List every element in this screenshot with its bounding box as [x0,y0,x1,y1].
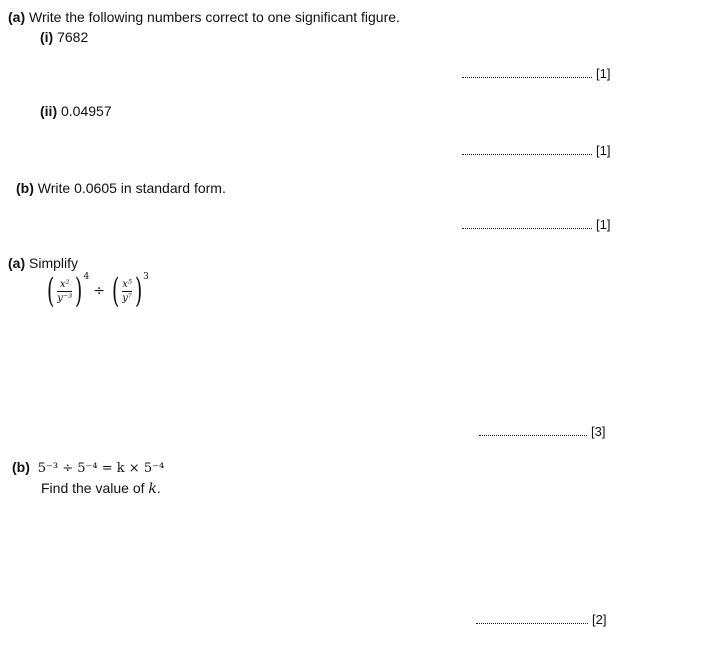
q1b-mark: [1] [596,217,611,232]
q1aii-prompt [40,103,112,119]
fraction-2-power: 3 [143,272,149,282]
answer-dots[interactable] [476,614,588,624]
q1aii-value: 0.04957 [61,103,112,119]
answer-dots[interactable] [462,145,592,155]
q2b-variable: k [148,481,157,497]
q2b-text-end: . [156,480,161,496]
answer-dots[interactable] [479,426,587,436]
q1a-label: (a) [8,9,26,25]
q2a-mark: [3] [591,424,606,439]
fraction-1-power: 4 [83,272,90,282]
fraction-2-numerator: x⁵ [122,278,132,290]
q2b-mark: [2] [592,612,607,627]
q1ai-mark: [1] [596,66,611,81]
q2b-label: (b) [12,459,30,475]
q2b-equation: 5⁻³ ÷ 5⁻⁴ = k × 5⁻⁴ [37,461,165,476]
q1ai-value: 7682 [57,29,89,45]
fraction-1-denominator: y⁻³ [57,292,73,304]
q1a-prompt [8,9,400,25]
fraction-2 [122,279,132,304]
q2b-answer-line[interactable] [476,612,606,627]
q2b-instruction [41,480,161,497]
q1b-label: (b) [16,180,34,196]
q2a-label: (a) [8,255,26,271]
q1aii-mark: [1] [596,143,611,158]
q1b-prompt [16,180,226,196]
q2b-text: Find the value of [41,480,149,496]
q1b-answer-line[interactable] [462,217,610,232]
q1ai-prompt [40,29,88,45]
q1b-text: Write 0.0605 in standard form. [37,180,226,196]
fraction-1 [57,279,72,304]
q1ai-answer-line[interactable] [462,66,610,81]
divide-sign: ÷ [93,283,105,299]
paren-open: ( [46,271,55,311]
q1a-text: Write the following numbers correct to one significant figure. [29,9,400,25]
q2a-expression [44,271,149,311]
answer-dots[interactable] [462,68,592,78]
q2a-text: Simplify [29,255,79,271]
fraction-1-numerator: x² [59,278,70,290]
q2a-prompt [8,255,78,271]
q2a-answer-line[interactable] [479,424,605,439]
paren-open: ( [111,271,120,311]
q1aii-answer-line[interactable] [462,143,610,158]
paren-close: ) [134,271,143,311]
paren-close: ) [75,271,83,311]
q2b-prompt [12,459,164,476]
q1ai-label: (i) [40,29,54,45]
q1aii-label: (ii) [40,103,58,119]
fraction-2-denominator: y⁷ [122,292,132,304]
answer-dots[interactable] [462,219,592,229]
